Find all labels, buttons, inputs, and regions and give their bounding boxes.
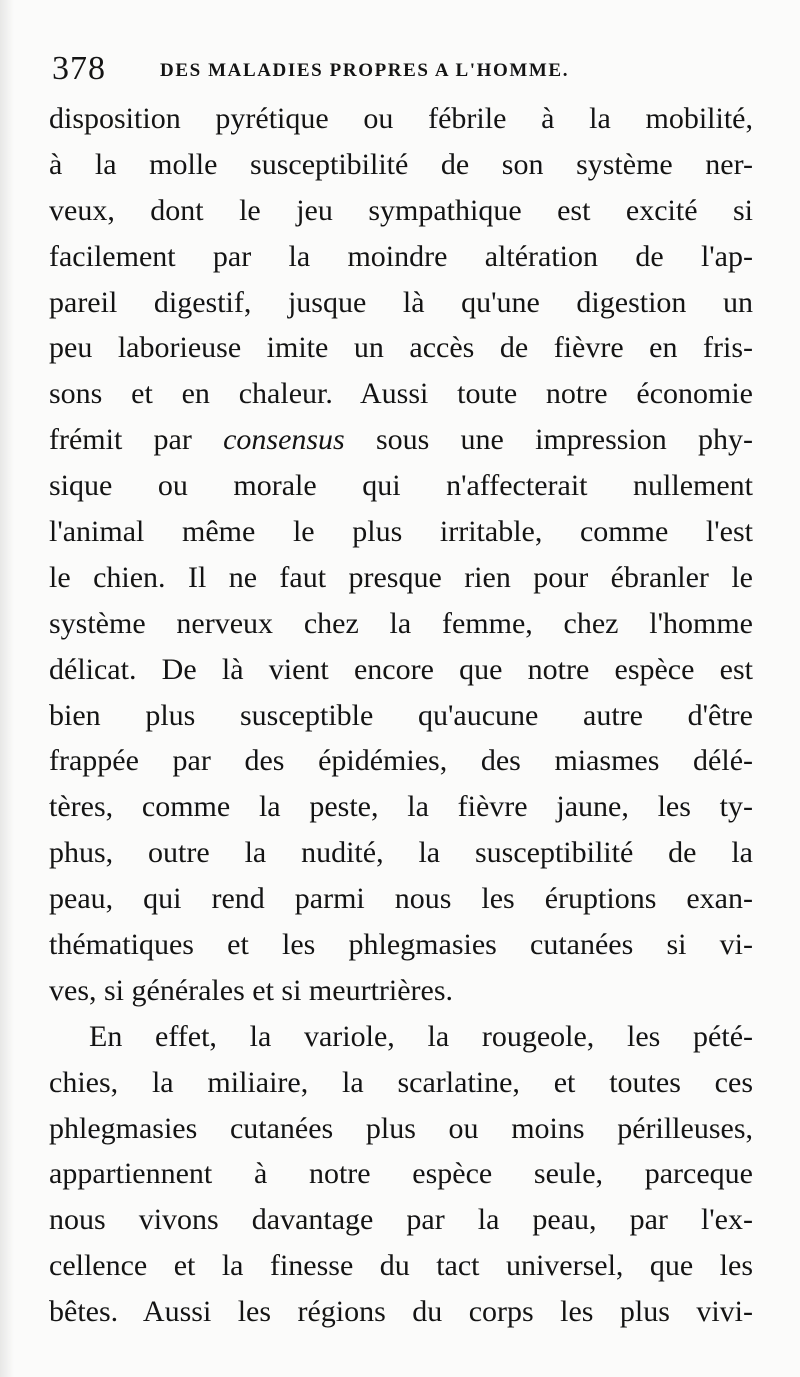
text-line: facilement par la moindre altération de l'ap- <box>49 239 753 273</box>
text-line: délicat. De là vient encore que notre espèce est <box>49 652 753 686</box>
line-segment: frémit par <box>49 423 224 457</box>
text-line: thématiques et les phlegmasies cutanées si vi- <box>49 928 753 962</box>
text-line: sique ou morale qui n'affecterait nullement <box>49 469 753 503</box>
page-header <box>52 44 752 94</box>
text-line: phus, outre la nudité, la susceptibilité de la <box>49 836 753 870</box>
text-line-with-italic <box>49 417 753 463</box>
text-line: peau, qui rend parmi nous les éruptions exan- <box>49 882 753 916</box>
text-line: appartiennent à notre espèce seule, parceque <box>49 1157 753 1191</box>
text-line: à la molle susceptibilité de son système ner- <box>49 147 753 181</box>
text-line: frappée par des épidémies, des miasmes délé- <box>49 744 753 778</box>
italic-term: consensus <box>223 423 345 457</box>
text-line: système nerveux chez la femme, chez l'homme <box>49 606 753 640</box>
text-line: phlegmasies cutanées plus ou moins périlleuses, <box>49 1111 753 1145</box>
body-text <box>49 96 753 1335</box>
text-line: ves, si générales et si meurtrières. <box>49 973 454 1007</box>
text-line: nous vivons davantage par la peau, par l'ex- <box>49 1203 753 1237</box>
text-line: le chien. Il ne faut presque rien pour ébranler le <box>49 560 753 594</box>
page-gutter-shadow <box>0 0 14 1377</box>
text-line: cellence et la finesse du tact universel, que les <box>49 1249 753 1283</box>
text-line: sons et en chaleur. Aussi toute notre économie <box>49 377 753 411</box>
running-head: DES MALADIES PROPRES A L'HOMME. <box>160 60 570 81</box>
text-line: pareil digestif, jusque là qu'une digestion un <box>49 285 753 319</box>
text-line: chies, la miliaire, la scarlatine, et toutes ces <box>49 1065 753 1099</box>
text-line: bêtes. Aussi les régions du corps les plus vivi- <box>49 1295 753 1329</box>
text-line: veux, dont le jeu sympathique est excité si <box>49 193 753 227</box>
text-line: bien plus susceptible qu'aucune autre d'être <box>49 698 753 732</box>
line-segment: sous une impression phy- <box>344 423 753 457</box>
text-line: l'animal même le plus irritable, comme l'est <box>49 515 753 549</box>
text-line: peu laborieuse imite un accès de fièvre en fris- <box>49 331 753 365</box>
text-line-indented: En effet, la variole, la rougeole, les pété- <box>89 1019 753 1053</box>
text-line: disposition pyrétique ou fébrile à la mobilité, <box>49 102 753 135</box>
text-line: tères, comme la peste, la fièvre jaune, les ty- <box>49 790 753 824</box>
page-number: 378 <box>52 50 106 87</box>
